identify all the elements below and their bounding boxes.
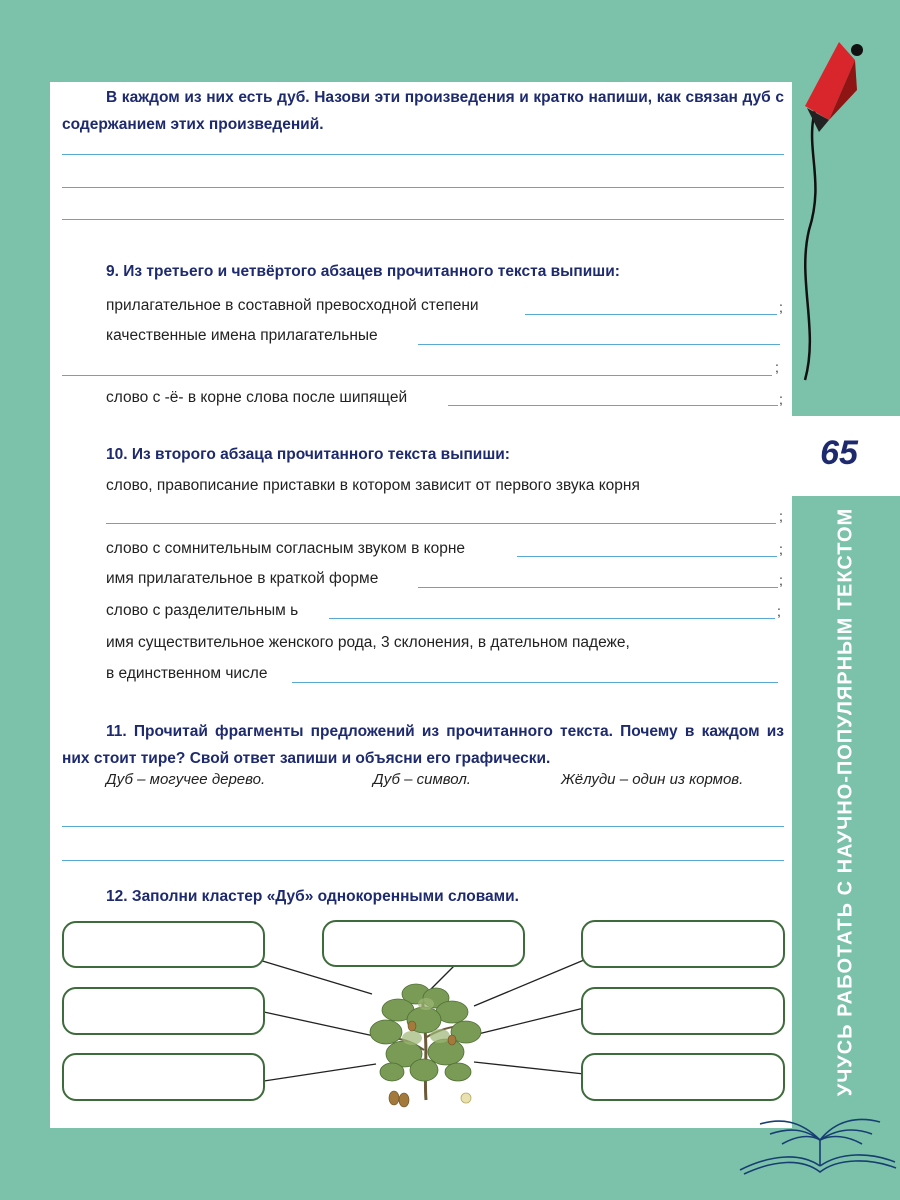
cluster-box[interactable]	[322, 920, 525, 967]
cluster-box[interactable]	[581, 987, 785, 1035]
pen-decoration	[795, 30, 900, 415]
cluster-box[interactable]	[62, 987, 265, 1035]
task12-title: 12. Заполни кластер «Дуб» однокоренными словами.	[106, 888, 519, 905]
example-sentence: Дуб – символ.	[373, 771, 471, 788]
semicolon: ;	[779, 508, 783, 524]
example-sentence: Жёлуди – один из кормов.	[561, 771, 744, 788]
task9-item-superlative: прилагательное в составной превосходной степени	[106, 297, 479, 314]
example-sentence: Дуб – могучее дерево.	[106, 771, 266, 788]
task9-title: 9. Из третьего и четвёртого абзацев прочитанного текста выпиши:	[106, 263, 620, 280]
cluster-box[interactable]	[62, 1053, 265, 1101]
task9-item-qualitative: качественные имена прилагательные	[106, 327, 378, 344]
task11-title: 11. Прочитай фрагменты предложений из прочитанного текста. Почему в каждом из них стоит тире? Свой ответ запиши и объясни его графически.	[62, 723, 784, 767]
open-book-icon	[730, 1100, 900, 1190]
task10-item-short-adj: имя прилагательное в краткой форме	[106, 570, 379, 587]
cluster-box[interactable]	[581, 1053, 785, 1101]
task10-item-noun-cont: в единственном числе	[106, 665, 268, 682]
semicolon: ;	[779, 541, 783, 557]
semicolon: ;	[775, 359, 779, 375]
task10-item-soft-sign: слово с разделительным ь	[106, 602, 299, 619]
page-number: 65	[820, 434, 858, 472]
semicolon: ;	[777, 603, 781, 619]
task10-item-consonant: слово с сомнительным согласным звуком в корне	[106, 540, 466, 557]
task10-title: 10. Из второго абзаца прочитанного текста выпиши:	[106, 446, 510, 463]
chapter-title: УЧУСЬ РАБОТАТЬ С НАУЧНО-ПОПУЛЯРНЫМ ТЕКСТОМ	[834, 507, 857, 1097]
semicolon: ;	[779, 299, 783, 315]
cluster-box[interactable]	[62, 921, 265, 968]
cluster-box[interactable]	[581, 920, 785, 968]
task10-item-noun: имя существительное женского рода, 3 склонения, в дательном падеже,	[106, 634, 630, 651]
semicolon: ;	[779, 572, 783, 588]
task9-item-yo: слово с -ё- в корне слова после шипящей	[106, 389, 408, 406]
semicolon: ;	[779, 391, 783, 407]
oak-branch-illustration	[368, 980, 488, 1110]
intro-text: В каждом из них есть дуб. Назови эти произведения и кратко напиши, как связан дуб с содержанием этих произведений.	[62, 89, 784, 133]
task10-item-prefix: слово, правописание приставки в котором зависит от первого звука корня	[106, 477, 640, 494]
page-number-box	[792, 416, 900, 496]
